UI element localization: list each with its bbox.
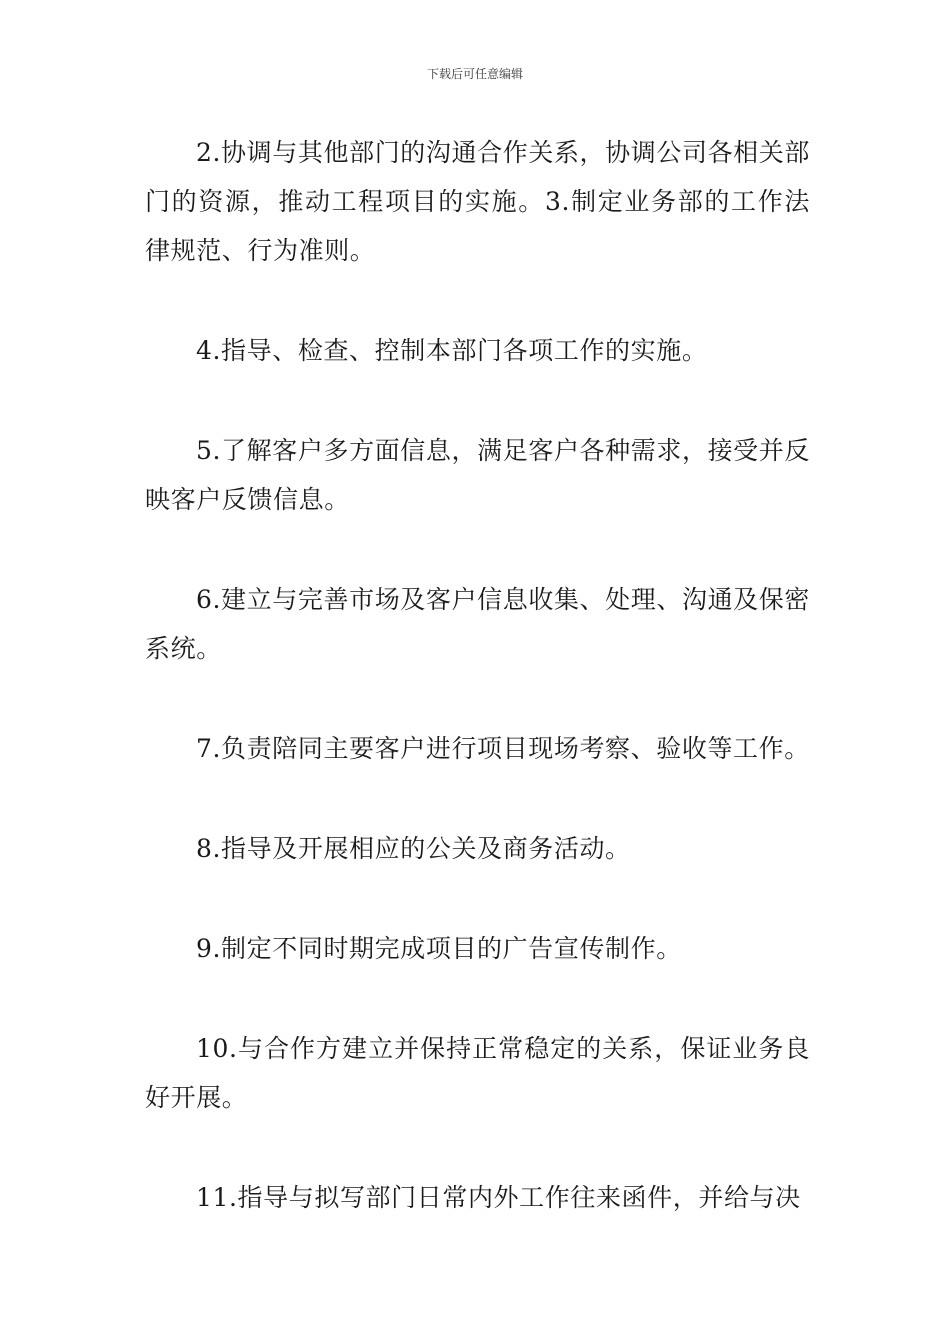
paragraph-item-10: 10.与合作方建立并保持正常稳定的关系，保证业务良好开展。 <box>145 1034 810 1112</box>
page-header: 下载后可任意编辑 <box>426 67 523 81</box>
paragraph-gap <box>145 873 810 924</box>
paragraph-item-4: 4.指导、检查、控制本部门各项工作的实施。 <box>196 336 708 365</box>
paragraph-item-8: 8.指导及开展相应的公关及商务活动。 <box>196 834 631 863</box>
paragraph-item-2-3: 2.协调与其他部门的沟通合作关系，协调公司各相关部门的资源，推动工程项目的实施。3.制定业务部的工作法律规范、行为准则。 <box>145 138 810 265</box>
paragraph-gap <box>145 1122 810 1173</box>
paragraph-item-11: 11.指导与拟写部门日常内外工作往来函件，并给与决 <box>196 1183 801 1212</box>
paragraph-item-6: 6.建立与完善市场及客户信息收集、处理、沟通及保密系统。 <box>145 585 810 663</box>
document-body <box>145 128 810 1222</box>
paragraph-gap <box>145 673 810 724</box>
paragraph-gap <box>145 275 810 326</box>
paragraph-item-7: 7.负责陪同主要客户进行项目现场考察、验收等工作。 <box>196 734 810 763</box>
paragraph-item-5: 5.了解客户多方面信息，满足客户各种需求，接受并反映客户反馈信息。 <box>145 436 810 514</box>
paragraph-gap <box>145 973 810 1024</box>
paragraph-gap <box>145 773 810 824</box>
paragraph-gap <box>145 375 810 426</box>
paragraph-gap <box>145 524 810 575</box>
paragraph-item-9: 9.制定不同时期完成项目的广告宣传制作。 <box>196 934 682 963</box>
